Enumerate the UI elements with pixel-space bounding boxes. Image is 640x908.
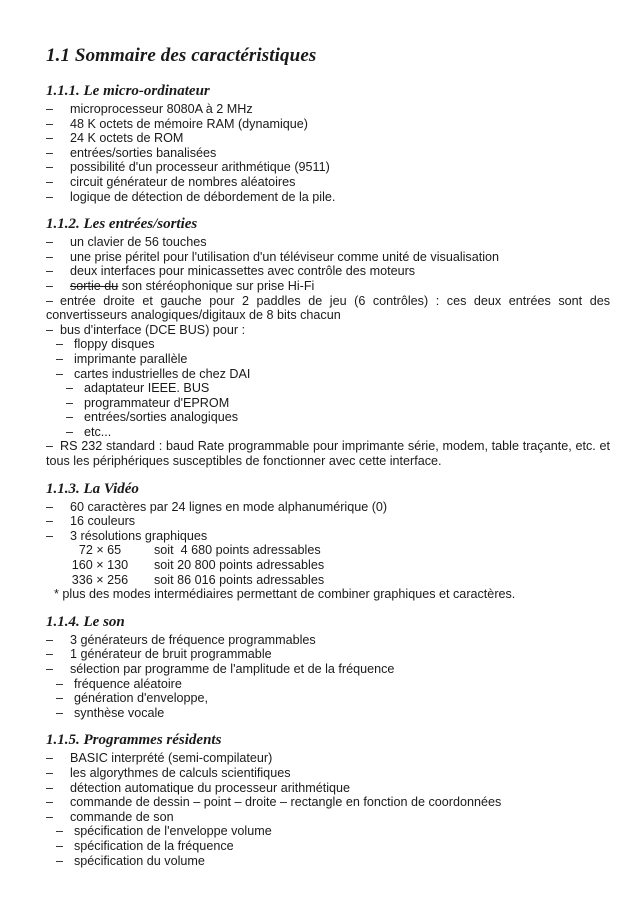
list-item-text: programmateur d'EPROM	[84, 395, 230, 410]
resolution-text: soit 20 800 points adressables	[154, 558, 325, 573]
bullet-dash: –	[46, 102, 54, 116]
list-item-text: RS 232 standard : baud Rate programmable pour imprimante série, modem, table traçante, etc. et tous les périphériques susceptibles de fonctionner avec cette interface.	[46, 439, 610, 469]
bullet-dash: –	[46, 131, 54, 146]
resolution-text: soit 86 016 points adressables	[154, 572, 325, 587]
item-list	[46, 235, 610, 469]
list-item-text: 24 K octets de ROM	[70, 131, 184, 146]
bullet-dash: –	[46, 293, 54, 308]
list-item-text: sélection par programme de l'amplitude et de la fréquence	[70, 662, 395, 676]
list-item	[46, 854, 610, 869]
bullet-dash: –	[46, 514, 54, 529]
list-item-text: commande de son	[70, 809, 174, 824]
list-item-text: génération d'enveloppe,	[74, 691, 209, 706]
list-item	[46, 439, 610, 468]
list-item	[46, 190, 610, 205]
list-item-text: imprimante parallèle	[74, 351, 188, 366]
struck-text: sortie du	[70, 278, 119, 293]
bullet-dash: –	[66, 410, 74, 425]
resolution-row	[46, 573, 610, 588]
list-item-text: logique de détection de débordement de la pile.	[70, 189, 336, 204]
bullet-dash: –	[46, 116, 54, 131]
list-item	[46, 323, 610, 338]
bullet-dash: –	[46, 662, 54, 676]
bullet-dash: –	[46, 528, 54, 543]
list-item-text: un clavier de 56 touches	[70, 235, 207, 250]
bullet-dash: –	[56, 337, 64, 352]
list-item	[46, 766, 610, 781]
list-item-text: floppy disques	[74, 337, 155, 352]
list-item	[46, 810, 610, 825]
list-item-text: deux interfaces pour minicassettes avec contrôle des moteurs	[70, 264, 416, 279]
list-item	[46, 410, 610, 425]
list-item-text: les algorythmes de calculs scientifiques	[70, 765, 291, 780]
list-item	[46, 795, 610, 810]
bullet-dash: –	[46, 322, 54, 337]
list-item	[46, 367, 610, 382]
list-item-text: entrées/sorties analogiques	[84, 410, 239, 425]
list-item-text: 3 résolutions graphiques	[70, 528, 208, 543]
bullet-dash: –	[46, 145, 54, 160]
bullet-dash: –	[56, 705, 64, 720]
list-item	[46, 824, 610, 839]
bullet-dash: –	[46, 160, 54, 175]
list-item	[46, 500, 610, 515]
list-item-text: 60 caractères par 24 lignes en mode alphanumérique (0)	[70, 499, 388, 514]
list-item	[46, 633, 610, 648]
list-item-text: entrées/sorties banalisées	[70, 145, 217, 160]
bullet-dash: –	[56, 838, 64, 853]
list-item	[46, 751, 610, 766]
bullet-dash: –	[56, 853, 64, 868]
list-item	[46, 706, 610, 721]
bullet-dash: –	[66, 424, 74, 439]
list-item-text: microprocesseur 8080A à 2 MHz	[70, 102, 253, 116]
item-list	[46, 751, 610, 868]
resolution-size: 72 × 65	[78, 543, 122, 558]
bullet-dash: –	[46, 264, 54, 279]
list-item	[46, 264, 610, 279]
list-item-text: spécification de la fréquence	[74, 838, 234, 853]
section-video	[46, 479, 610, 602]
list-item	[46, 279, 610, 294]
list-item-text: son stéréophonique sur prise Hi-Fi	[118, 278, 315, 293]
bullet-dash: –	[46, 499, 54, 514]
list-item	[46, 250, 610, 265]
bullet-dash: –	[46, 174, 54, 189]
section-heading: 1.1.2. Les entrées/sorties	[46, 216, 198, 233]
bullet-dash: –	[56, 366, 64, 381]
bullet-dash: –	[56, 691, 64, 706]
list-item-text: une prise péritel pour l'utilisation d'un téléviseur comme unité de visualisation	[70, 249, 500, 264]
list-item-text: cartes industrielles de chez DAI	[74, 366, 251, 381]
section-micro-ordinateur	[46, 81, 610, 204]
bullet-dash: –	[56, 676, 64, 691]
section-heading: 1.1.1. Le micro-ordinateur	[46, 83, 210, 99]
bullet-dash: –	[46, 439, 54, 454]
bullet-dash: –	[46, 765, 54, 780]
bullet-dash: –	[46, 809, 54, 824]
list-item-text: détection automatique du processeur arithmétique	[70, 780, 351, 795]
list-item-text: circuit générateur de nombres aléatoires	[70, 174, 296, 189]
list-item	[46, 160, 610, 175]
bullet-dash: –	[56, 824, 64, 839]
list-item	[46, 175, 610, 190]
list-item	[46, 381, 610, 396]
list-item-text: possibilité d'un processeur arithmétique (9511)	[70, 160, 330, 175]
list-item-text: bus d'interface (DCE BUS) pour :	[60, 322, 246, 337]
list-item	[46, 691, 610, 706]
list-item-text: spécification de l'enveloppe volume	[74, 824, 272, 839]
list-item	[46, 131, 610, 146]
list-item	[46, 117, 610, 132]
bullet-dash: –	[56, 351, 64, 366]
list-item	[46, 235, 610, 250]
list-item-text: fréquence aléatoire	[74, 676, 182, 691]
list-item	[46, 102, 610, 117]
section-heading: 1.1.4. Le son	[46, 613, 125, 630]
bullet-dash: –	[46, 751, 54, 766]
bullet-dash: –	[46, 795, 54, 810]
list-item-text: BASIC interprété (semi-compilateur)	[70, 751, 273, 766]
bullet-dash: –	[46, 278, 54, 293]
list-item-text: commande de dessin – point – droite – rectangle en fonction de coordonnées	[70, 795, 502, 810]
list-item	[46, 839, 610, 854]
list-item-text: adaptateur IEEE. BUS	[84, 381, 210, 396]
page-title: 1.1 Sommaire des caractéristiques	[46, 45, 317, 66]
list-item	[46, 352, 610, 367]
bullet-dash: –	[46, 780, 54, 795]
section-son	[46, 612, 610, 721]
item-list	[46, 500, 610, 602]
resolution-size: 336 × 256	[71, 572, 129, 587]
list-item-text: 48 K octets de mémoire RAM (dynamique)	[70, 116, 308, 131]
bullet-dash: –	[66, 381, 74, 396]
bullet-dash: –	[46, 235, 54, 250]
section-entrees-sorties	[46, 214, 610, 469]
list-item	[46, 647, 610, 662]
list-item	[46, 677, 610, 692]
list-item	[46, 781, 610, 796]
resolution-text: soit 4 680 points adressables	[154, 543, 321, 558]
bullet-dash: –	[46, 647, 54, 662]
list-item	[46, 425, 610, 440]
list-item-text: entrée droite et gauche pour 2 paddles de jeu (6 contrôles) : ces deux entrées sont des convertisseurs analogiques/digitaux de 8 bits chacun	[46, 293, 610, 323]
list-item	[46, 337, 610, 352]
list-item	[46, 662, 610, 677]
section-programmes-residents	[46, 730, 610, 868]
list-item-text: 3 générateurs de fréquence programmables	[70, 632, 316, 647]
bullet-dash: –	[66, 395, 74, 410]
resolution-size: 160 × 130	[71, 558, 129, 573]
list-item-text: spécification du volume	[74, 853, 205, 868]
section-heading: 1.1.3. La Vidéo	[46, 480, 139, 497]
bullet-dash: –	[46, 189, 54, 204]
list-item	[46, 514, 610, 529]
list-item-text: etc...	[84, 424, 112, 439]
resolution-row	[46, 543, 610, 558]
list-item	[46, 146, 610, 161]
bullet-dash: –	[46, 249, 54, 264]
bullet-dash: –	[46, 632, 54, 647]
resolution-row	[46, 558, 610, 573]
list-item	[46, 529, 610, 544]
item-list	[46, 633, 610, 721]
section-heading: 1.1.5. Programmes résidents	[46, 732, 222, 749]
list-item	[46, 396, 610, 411]
list-item-text: 16 couleurs	[70, 514, 136, 529]
list-item-text: 1 générateur de bruit programmable	[70, 647, 272, 662]
item-list	[46, 102, 610, 204]
footnote: * plus des modes intermédiaires permettant de combiner graphiques et caractères.	[54, 587, 516, 602]
list-item	[46, 294, 610, 323]
list-item-text: synthèse vocale	[74, 705, 165, 720]
